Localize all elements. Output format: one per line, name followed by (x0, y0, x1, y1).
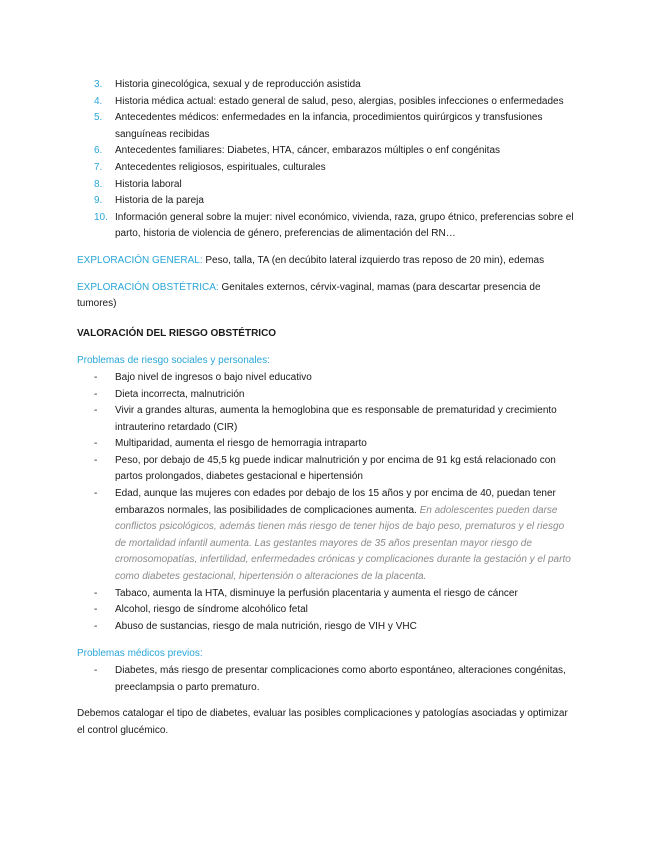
list-item (77, 619, 577, 636)
section-heading: VALORACIÓN DEL RIESGO OBSTÉTRICO (77, 327, 277, 339)
dash-bullet: - (94, 438, 98, 450)
list-number: 8. (94, 178, 103, 190)
general-exam-paragraph (77, 253, 577, 270)
list-item (77, 387, 577, 404)
medical-problems-subheading: Problemas médicos previos: (77, 648, 203, 660)
list-text: Historia laboral (115, 178, 182, 190)
general-exam-text: Peso, talla, TA (en decúbito lateral izquierdo tras reposo de 20 min), edemas (202, 254, 545, 266)
dash-bullet: - (94, 388, 98, 400)
list-text: Historia ginecológica, sexual y de reproducción asistida (115, 79, 361, 90)
social-problems-subheading: Problemas de riesgo sociales y personales: (77, 355, 270, 367)
list-number: 6. (94, 145, 103, 157)
dash-bullet: - (94, 665, 98, 676)
list-text: Diabetes, más riesgo de presentar complicaciones como aborto espontáneo, alteraciones congénitas, preeclampsia o parto prematuro. (115, 665, 566, 693)
dash-bullet: - (94, 488, 98, 500)
list-item (77, 210, 577, 243)
list-text: Historia de la pareja (115, 195, 204, 207)
obstetric-exam-label: EXPLORACIÓN OBSTÉTRICA: (77, 281, 219, 293)
list-text: Edad, aunque las mujeres con edades por debajo de los 15 años y por encima de 40, puedan tener embarazos normales, las posibilidades de complicaciones aumenta. (115, 488, 556, 516)
list-text: Historia médica actual: estado general de salud, peso, alergias, posibles infecciones o enfermedades (115, 95, 564, 107)
list-number: 7. (94, 161, 103, 173)
closing-paragraph: Debemos catalogar el tipo de diabetes, evaluar las posibles complicaciones y patologías asociadas y optimizar el control glucémico. (77, 708, 568, 736)
list-text: Dieta incorrecta, malnutrición (115, 388, 245, 400)
list-text: Información general sobre la mujer: nivel económico, vivienda, raza, grupo étnico, preferencias sobre el parto, historia de violencia de género, preferencias de alimentación del RN… (115, 211, 574, 240)
obstetric-exam-paragraph (77, 280, 577, 313)
list-text: Peso, por debajo de 45,5 kg puede indicar malnutrición y por encima de 91 kg está relacionado con partos prolongados, diabetes gestacional e hipertensión (115, 454, 556, 483)
dash-bullet: - (94, 587, 98, 599)
list-item (77, 143, 577, 160)
list-item (77, 602, 577, 619)
list-text: Tabaco, aumenta la HTA, disminuye la perfusión placentaria y aumenta el riesgo de cáncer (115, 587, 518, 599)
dash-bullet: - (94, 454, 98, 466)
dash-bullet: - (94, 620, 98, 632)
list-item (77, 193, 577, 210)
list-item (77, 486, 577, 586)
list-text: Vivir a grandes alturas, aumenta la hemoglobina que es responsable de prematuridad y crecimiento intrauterino retardado (CIR) (115, 405, 557, 433)
history-list (77, 77, 577, 243)
list-text: Abuso de sustancias, riesgo de mala nutrición, riesgo de VIH y VHC (115, 620, 417, 632)
list-number: 5. (94, 112, 103, 124)
italic-note: En adolescentes pueden darse conflictos psicológicos, además tienen más riesgo de tener hijos de bajo peso, prematuros y el riesgo de mortalidad infantil aumenta. Las gestantes mayores de 35 años presentan mayor riesgo de cromosomopatías, infertilidad, enfermedades crónicas y complicaciones durante la gestación y el parto como diabetes gestacional, hipertensión o alteraciones de la placenta. (115, 504, 571, 583)
list-item (77, 586, 577, 603)
list-text: Bajo nivel de ingresos o bajo nivel educativo (115, 371, 312, 383)
list-item (77, 110, 577, 143)
list-item (77, 453, 577, 486)
list-text: Antecedentes médicos: enfermedades en la infancia, procedimientos quirúrgicos y transfusiones sanguíneas recibidas (115, 112, 543, 140)
obstetric-exam-text: Genitales externos, cérvix-vaginal, mamas (para descartar presencia de tumores) (77, 281, 541, 310)
medical-problems-list (77, 663, 577, 696)
social-problems-list (77, 370, 577, 636)
list-number: 3. (94, 79, 103, 90)
page-content (77, 77, 577, 739)
list-number: 10. (94, 211, 108, 223)
list-item (77, 403, 577, 436)
list-text: Antecedentes familiares: Diabetes, HTA, cáncer, embarazos múltiples o enf congénitas (115, 145, 501, 157)
list-item (77, 370, 577, 387)
list-item (77, 436, 577, 453)
list-number: 9. (94, 195, 103, 207)
list-number: 4. (94, 95, 103, 107)
list-text: Antecedentes religiosos, espirituales, culturales (115, 161, 326, 173)
list-item (77, 160, 577, 177)
general-exam-label: EXPLORACIÓN GENERAL: (77, 254, 203, 266)
list-text: Alcohol, riesgo de síndrome alcohólico fetal (115, 604, 308, 616)
list-item (77, 94, 577, 111)
list-item (77, 177, 577, 194)
list-item (77, 663, 577, 696)
list-item (77, 77, 577, 94)
dash-bullet: - (94, 604, 98, 616)
dash-bullet: - (94, 371, 98, 383)
list-text: Multiparidad, aumenta el riesgo de hemorragia intraparto (115, 438, 367, 450)
dash-bullet: - (94, 405, 98, 417)
